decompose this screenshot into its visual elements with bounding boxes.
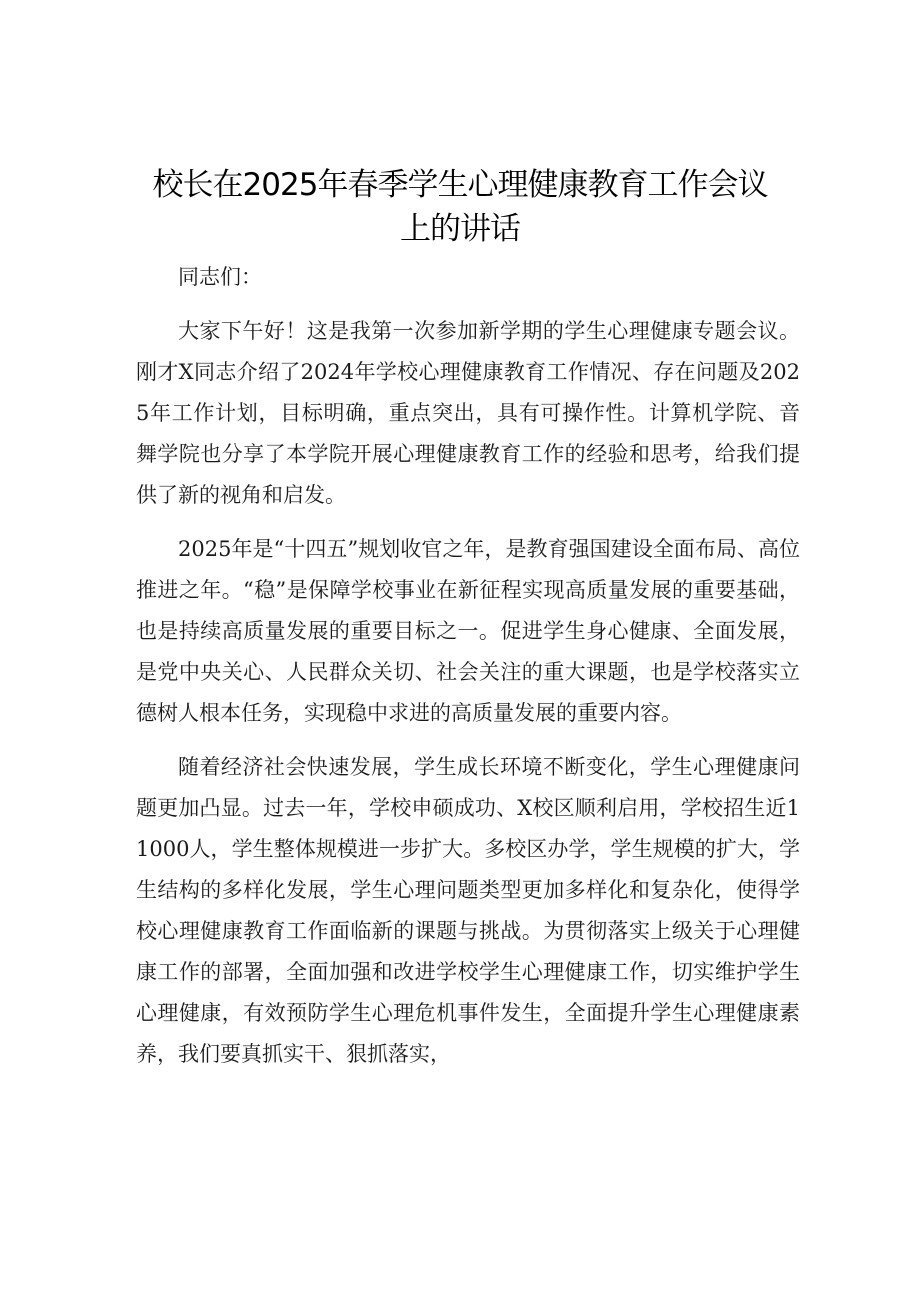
paragraph-1: 大家下午好！这是我第一次参加新学期的学生心理健康专题会议。刚才X同志介绍了2024年学校心理健康教育工作情况、存在问题及2025年工作计划，目标明确，重点突出，具有可操作性。计算机学院、音舞学院也分享了本学院开展心理健康教育工作的经验和思考，给我们提供了新的视角和启发。 <box>136 319 800 507</box>
paragraph-3: 随着经济社会快速发展，学生成长环境不断变化，学生心理健康问题更加凸显。过去一年，学校申硕成功、X校区顺利启用，学校招生近11000人，学生整体规模进一步扩大。多校区办学，学生规模的扩大，学生结构的多样化发展，学生心理问题类型更加多样化和复杂化，使得学校心理健康教育工作面临新的课题与挑战。为贯彻落实上级关于心理健康工作的部署，全面加强和改进学校学生心理健康工作，切实维护学生心理健康，有效预防学生心理危机事件发生，全面提升学生心理健康素养，我们要真抓实干、狠抓落实， <box>136 755 800 1066</box>
paragraph-2: 2025年是“十四五”规划收官之年，是教育强国建设全面布局、高位推进之年。“稳”是保障学校事业在新征程实现高质量发展的重要基础，也是持续高质量发展的重要目标之一。促进学生身心健康、全面发展，是党中央关心、人民群众关切、社会关注的重大课题，也是学校落实立德树人根本任务，实现稳中求进的高质量发展的重要内容。 <box>136 537 800 725</box>
title-line-2: 上的讲话 <box>400 211 520 247</box>
document-title <box>120 163 800 251</box>
document-body <box>136 257 800 1088</box>
title-line-1: 校长在2025年春季学生心理健康教育工作会议 <box>152 167 768 203</box>
salutation: 同志们： <box>178 265 262 289</box>
